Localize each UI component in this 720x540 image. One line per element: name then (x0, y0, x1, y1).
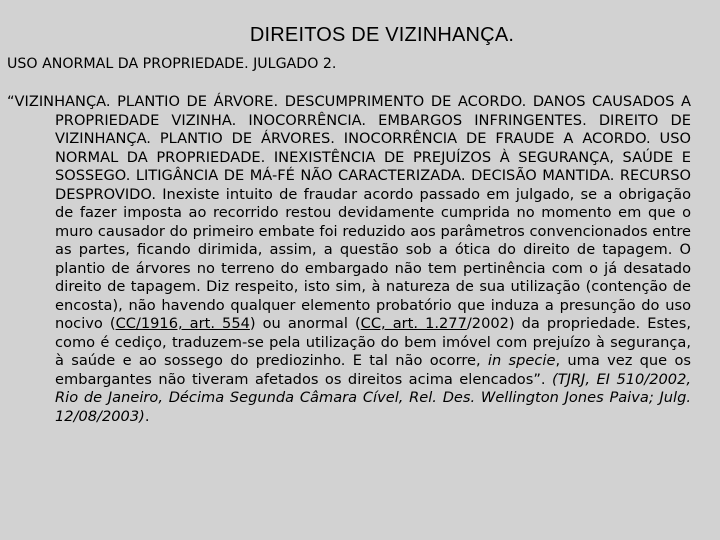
legal-reference-cc: CC, art. 1.277 (360, 315, 467, 332)
quoted-ruling (7, 93, 691, 426)
case-citation: (TJRJ, EI 510/2002, Rio de Janeiro, Décima Segunda Câmara Cível, Rel. Des. Wellington Jones Paiva; Julg. 12/08/2003) (55, 370, 691, 425)
legal-reference-cc1916: CC/1916, art. 554 (115, 315, 250, 332)
closing-period: . (144, 407, 150, 425)
ruling-text-part-3: /2002) da propriedade. Estes, como é cediço, traduzem-se pela utilização do bem imóvel com prejuízo à segurança, à saúde e ao sossego do prediozinho. E tal não ocorre, (55, 315, 691, 369)
latin-term: in specie (487, 352, 556, 369)
ruling-text-part-1: “VIZINHANÇA. PLANTIO DE ÁRVORE. DESCUMPRIMENTO DE ACORDO. DANOS CAUSADOS A PROPRIEDADE VIZINHA. INOCORRÊNCIA. EMBARGOS INFRINGENTES. DIREITO DE VIZINHANÇA. PLANTIO DE ÁRVORES. INOCORRÊNCIA DE FRAUDE A ACORDO. USO NORMAL DA PROPRIEDADE. INEXISTÊNCIA DE PREJUÍZOS À SEGURANÇA, SAÚDE E SOSSEGO. LITIGÂNCIA DE MÁ-FÉ NÃO CARACTERIZADA. DECISÃO MANTIDA. RECURSO DESPROVIDO. Inexiste intuito de fraudar acordo passado em julgado, se a obrigação de fazer imposta ao recorrido restou devidamente cumprida no momento em que o muro causador do primeiro embate foi reduzido aos parâmetros convencionados entre as partes, ficando dirimida, assim, a questão sob a ótica do direito de tapagem. O plantio de árvores no terreno do embargado não tem pertinência com o já desatado direito de tapagem. Diz respeito, isto sim, à natureza de sua utilização (contenção de encosta), não havendo qualquer elemento probatório que induza a presunção do uso nocivo ( (7, 93, 691, 332)
page-title: DIREITOS DE VIZINHANÇA. (249, 24, 515, 46)
ruling-text-part-4: , uma vez que os embargantes não tiveram afetados os direitos acima elencados”. (55, 352, 691, 388)
ruling-text-part-2: ) ou anormal ( (249, 315, 361, 332)
page-subtitle: USO ANORMAL DA PROPRIEDADE. JULGADO 2. (7, 56, 337, 72)
